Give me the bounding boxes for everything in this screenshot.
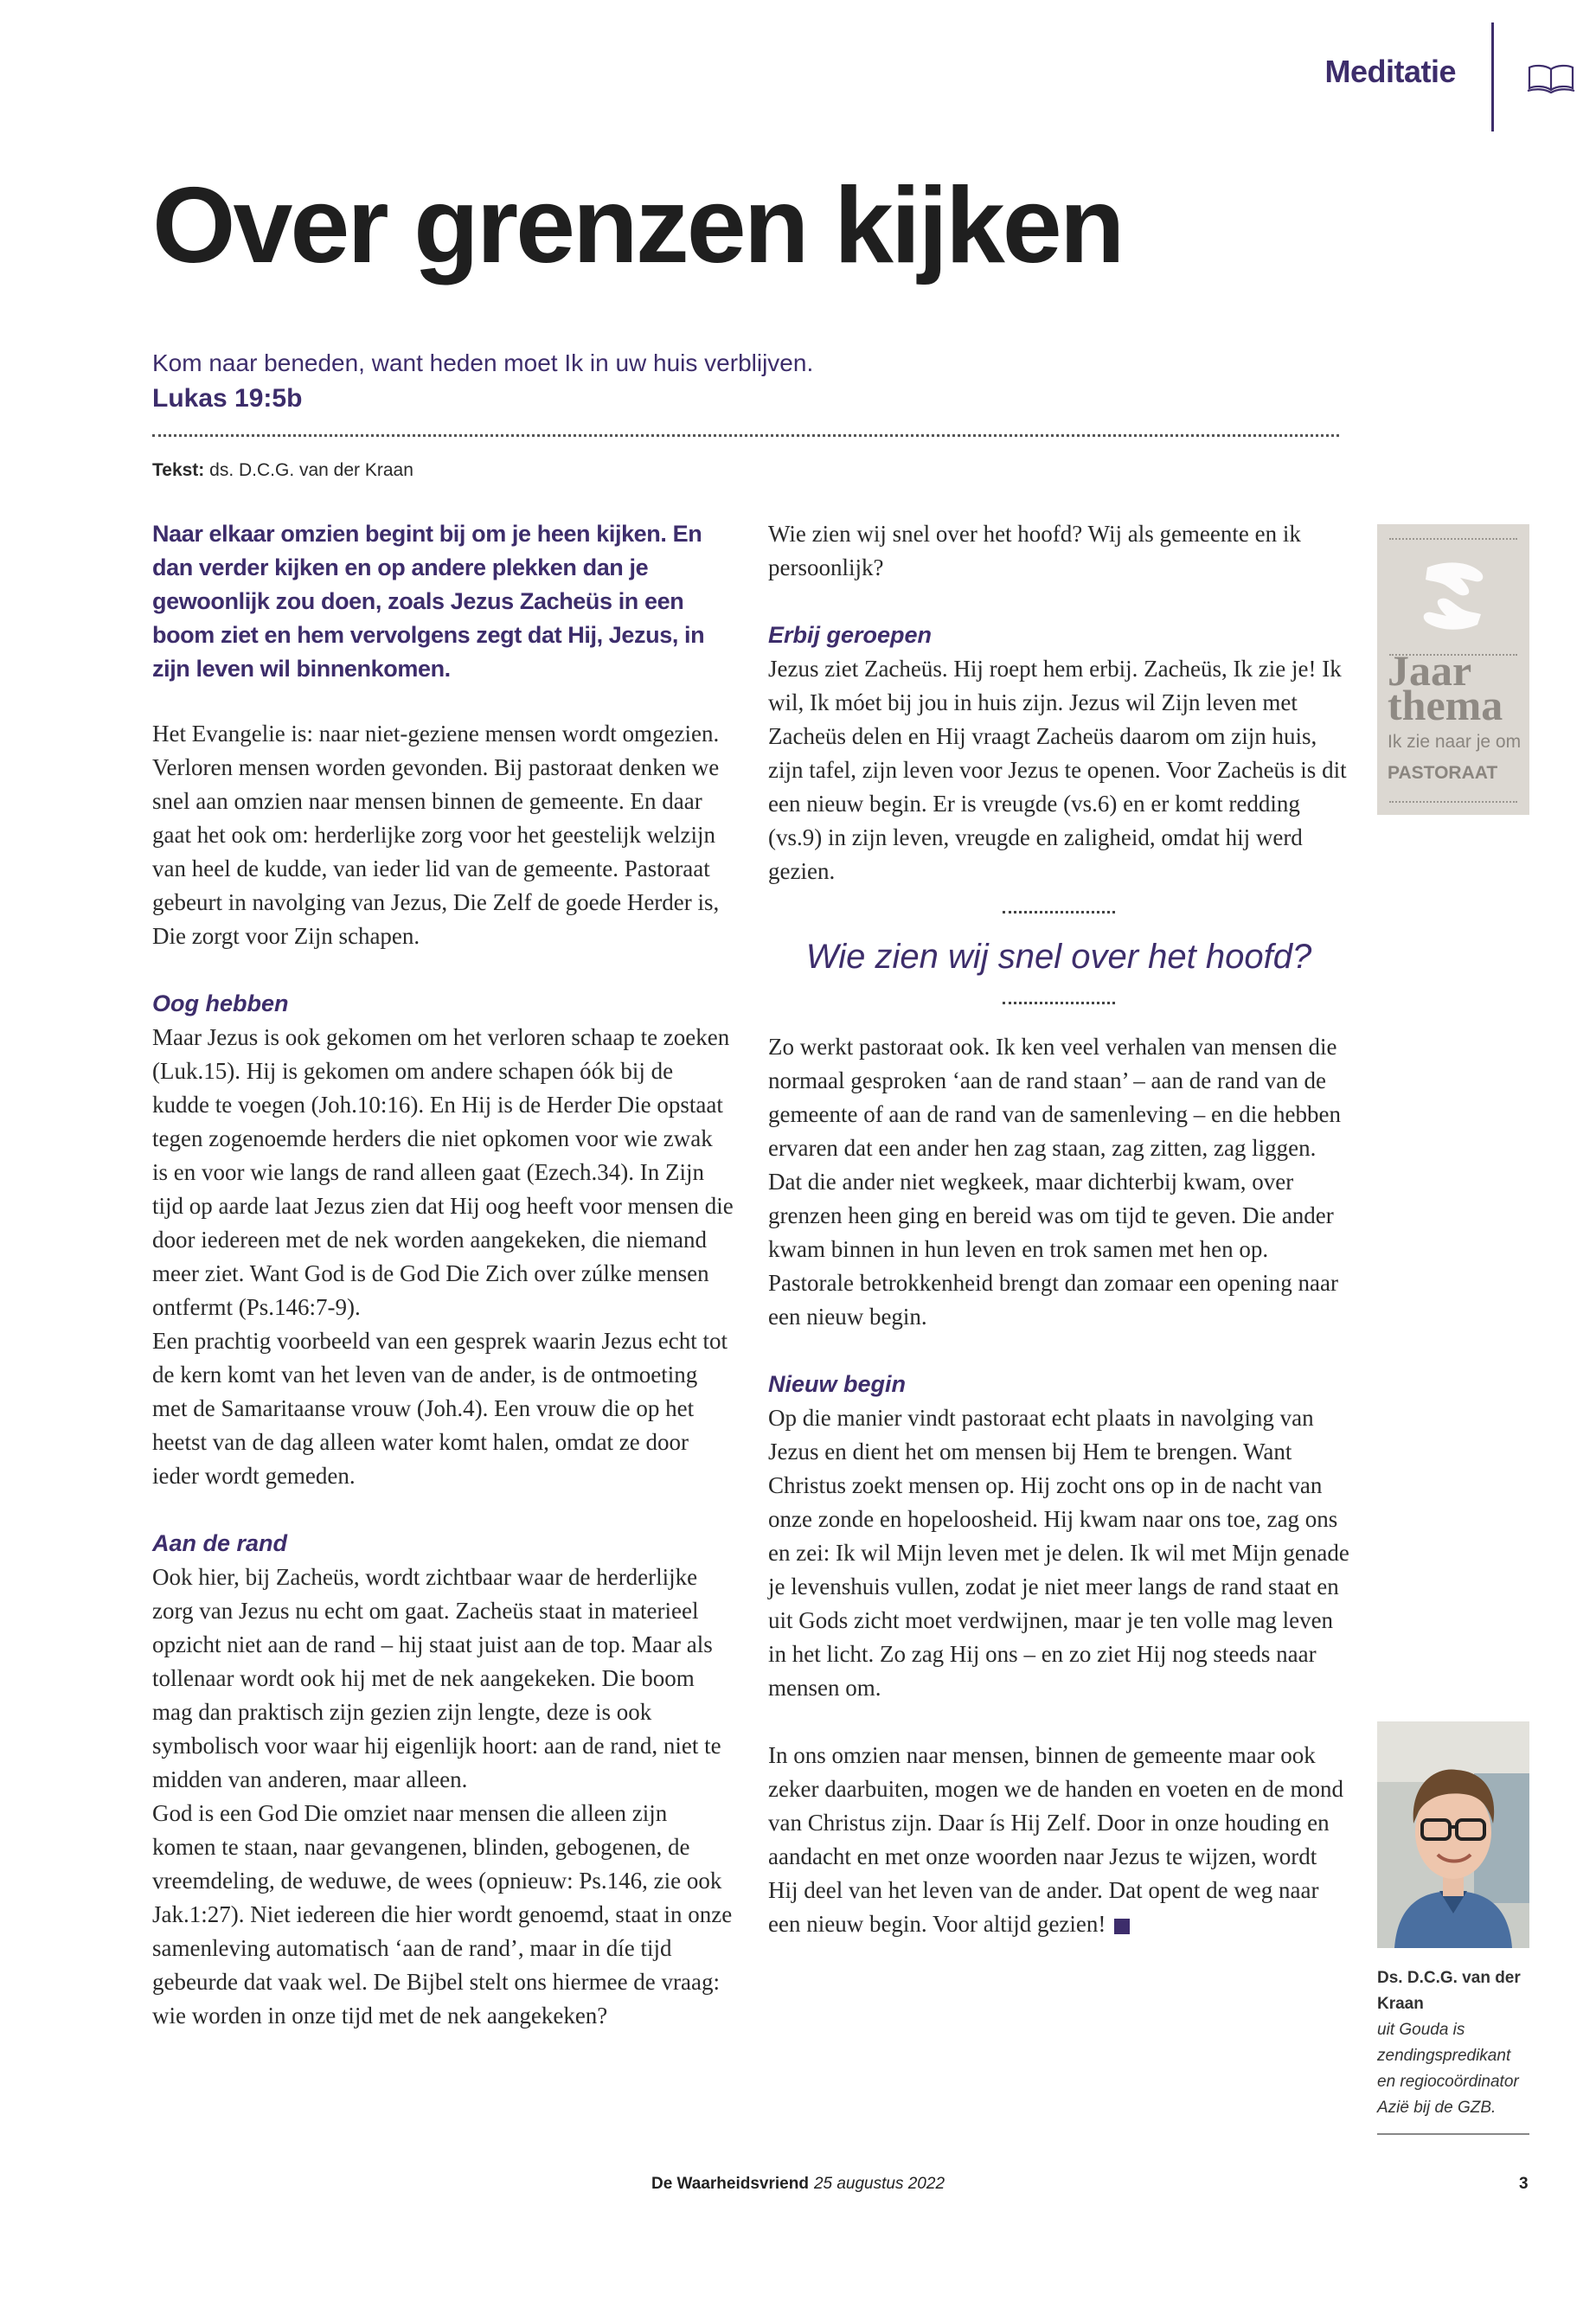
bible-reference: Lukas 19:5b [152,384,303,413]
pull-quote-text: Wie zien wij snel over het hoofd? [805,938,1312,976]
dotted-divider [152,434,1339,437]
dotted-divider [1389,538,1517,540]
body-paragraph: Maar Jezus is ook gekomen om het verloren schaap te zoeken (Luk.15). Hij is gekomen om andere schapen óók bij de kudde te voegen (Joh.10:16). En Hij is de Herder Die opstaat tegen zogenoemde herders die niet opkomen voor wie zwak is en voor wie langs de rand alleen gaat (Ezech.34). In Zijn tijd op aarde laat Jezus zien dat Hij oog heeft voor mensen die door iedereen met de nek worden aangekeken, die niemand meer ziet. Want God is de God Die Zich over zúlke mensen ontfermt (Ps.146:7-9). [152,1024,734,1320]
article-column-left [152,517,734,2033]
publication-date: 25 augustus 2022 [813,2175,945,2193]
author-label: Tekst: [152,460,205,480]
page-footer [0,2175,1596,2194]
author-name: ds. D.C.G. van der Kraan [209,460,413,480]
theme-word-thema: thema [1388,681,1503,729]
author-bio [1377,1965,1529,2121]
header-divider [1491,22,1494,131]
subheading: Aan de rand [152,1530,288,1556]
bible-quote: Kom naar beneden, want heden moet Ik in uw huis verblijven. [152,349,814,376]
body-paragraph: Op die manier vindt pastoraat echt plaats in navolging van Jezus en dient het om mensen bij Hem te brengen. Want Christus zoekt mensen op. Hij zocht ons op in de nacht van onze zonde en hopeloosheid. Hij kwam naar ons toe, zag ons en zei: Ik wil Mijn leven met je delen. Ik wil met Mijn genade je levenshuis vullen, zodat je niet meer langs de rand staat en uit Gods zicht moet verdwijnen, maar je ten volle mag leven in het licht. Zo zag Hij ons – en zo ziet Hij nog steeds naar mensen om. [768,1405,1349,1701]
body-paragraph: Het Evangelie is: naar niet-geziene mensen wordt omgezien. Verloren mensen worden gevonden. Bij pastoraat denken we snel aan omzien naar mensen binnen de gemeente. En daar gaat het ook om: herderlijke zorg voor het geestelijk welzijn van heel de kudde, van ieder lid van de gemeente. Pastoraat gebeurt in navolging van Jezus, Die Zelf de goede Herder is, Die zorgt voor Zijn schapen. [152,721,720,949]
page-title: Over grenzen kijken [152,166,1123,285]
body-paragraph: Zo werkt pastoraat ook. Ik ken veel verhalen van mensen die normaal gesproken ‘aan de rand staan’ – aan de rand van de gemeente of aan de rand van de samenleving – en die hebben ervaren dat een ander hen zag staan, zag zitten, zag liggen. Dat die ander niet wegkeek, maar dichterbij kwam, over grenzen heen ging en bereid was om tijd te geven. Die ander kwam binnen in hun leven en trok samen met hen op. Pastorale betrokkenheid brengt dan zomaar een opening naar een nieuw begin. [768,1034,1341,1330]
subheading: Oog hebben [152,990,289,1016]
closing-paragraph [768,1739,1349,1941]
intro-paragraph: Naar elkaar omzien begint bij om je heen kijken. En dan verder kijken en op andere plekken dan je gewoonlijk zou doen, zoals Jezus Zacheüs in een boom ziet en hem vervolgens zegt dat Hij, Jezus, in zijn leven wil binnenkomen. [152,521,705,682]
theme-subtitle: Ik zie naar je om [1388,732,1522,752]
year-theme-badge [1377,524,1529,815]
article-column-right [768,517,1349,1941]
dotted-divider [1003,1002,1115,1004]
theme-topic: PASTORAAT [1388,763,1498,783]
pull-quote [768,911,1349,1004]
dotted-divider [1003,911,1115,913]
author-bio-name: Ds. D.C.G. van der Kraan [1377,1969,1521,2013]
author-photo [1377,1721,1529,1948]
body-paragraph: Een prachtig voorbeeld van een gesprek waarin Jezus echt tot de kern komt van het leven van de ander, is de ontmoeting met de Samaritaanse vrouw (Joh.4). Een vrouw die op het heetst van de dag alleen water komt halen, omdat ze door ieder wordt gemeden. [152,1328,727,1489]
author-bio-description: uit Gouda is zendingspredikant en regiocoördinator Azië bij de GZB. [1377,2021,1519,2117]
body-paragraph: Ook hier, bij Zacheüs, wordt zichtbaar waar de herderlijke zorg van Jezus nu echt om gaat. Zacheüs staat in materieel opzicht niet aan de rand – hij staat juist aan de top. Maar als tollenaar wordt ook hij met de nek aangekeken. Die boom mag dan praktisch zijn gezien zijn lengte, deze is ook symbolisch voor waar hij eigenlijk hoort: aan de rand, niet te midden van anderen, maar alleen. [152,1564,721,1792]
subheading: Nieuw begin [768,1371,907,1397]
dotted-divider [1389,801,1517,803]
body-paragraph: Wie zien wij snel over het hoofd? Wij als gemeente en ik persoonlijk? [768,521,1301,580]
end-mark-icon [1114,1919,1130,1934]
page-number: 3 [1519,2175,1529,2193]
hands-icon [1393,542,1514,654]
bio-divider [1377,2133,1529,2135]
closing-text: In ons omzien naar mensen, binnen de gemeente maar ook zeker daarbuiten, mogen we de handen en voeten en de mond van Christus zijn. Daar ís Hij Zelf. Door in onze houding en aandacht en met onze woorden naar Jezus te wijzen, wordt Hij deel van het leven van de ander. Dat opent de weg naar een nieuw begin. Voor altijd gezien! [768,1742,1343,1937]
author-credit [152,460,413,481]
body-paragraph: God is een God Die omziet naar mensen die alleen zijn komen te staan, naar gevangenen, blinden, gebogenen, de vreemdeling, de weduwe, de wees (opnieuw: Ps.146, zie ook Jak.1:27). Niet iedereen die hier wordt genoemd, staat in onze samenleving automatisch ‘aan de rand’, maar in díe tijd gebeurde dat vaak wel. De Bijbel stelt ons hiermee de vraag: wie worden in onze tijd met de nek aangekeken? [152,1800,733,2029]
body-paragraph: Jezus ziet Zacheüs. Hij roept hem erbij. Zacheüs, Ik zie je! Ik wil, Ik móet bij jou in huis zijn. Jezus wil Zijn leven met Zacheüs delen en Hij vraagt Zacheüs daarom om zijn huis, zijn tafel, zijn leven voor Jezus te openen. Voor Zacheüs is dit een nieuw begin. Er is vreugde (vs.6) en er komt redding (vs.9) in zijn leven, vreugde en zaligheid, omdat hij werd gezien. [768,656,1347,884]
publication-name: De Waarheidsvriend [651,2175,809,2193]
open-book-icon [1526,62,1576,93]
section-label: Meditatie [1324,54,1456,89]
theme-word-jaar: Jaar [1388,646,1472,695]
subheading: Erbij geroepen [768,622,933,648]
